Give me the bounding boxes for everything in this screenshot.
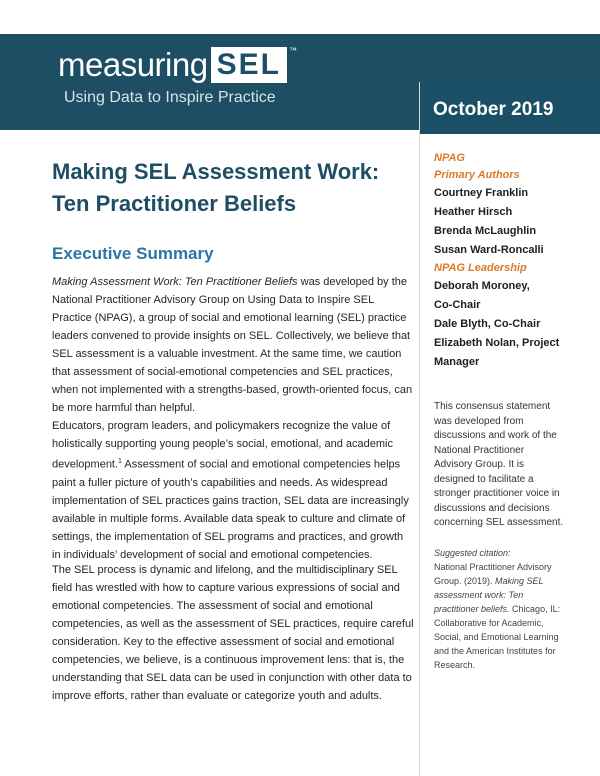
citation-line [434, 574, 594, 588]
authors-block [434, 150, 594, 260]
paragraph-text: was developed by the National Practitioner Advisory Group on Using Data to Inspire SEL Practice (NPAG), a group of social and emotional learning (SEL) practice leaders convened to provide insights on SEL. Collectively, we believe that SEL assessment is a valuable investment. At the same time, we caution that assessment of social-emotional competencies and SEL practices, when not implemented with a strengths-based, growth-oriented focus, can be more harmful than helpful. [52, 276, 413, 414]
measuring-sel-logo [58, 46, 297, 106]
paragraph-1 [52, 273, 414, 417]
paragraph-text: Assessment of social and emotional competencies helps paint a fuller picture of youth’s capabilities and needs. As widespread implementation of SEL practices gains traction, SEL data are increasingly available in multiple forms. Available data speak to culture and climate of settings, the implementation of SEL programs and practices, and growth in individuals’ development of social and emotional competencies. [52, 458, 409, 561]
citation-line: Collaborative for Academic, [434, 618, 544, 628]
leadership-line: Manager [434, 356, 480, 368]
paragraph-3: The SEL process is dynamic and lifelong, and the multidisciplinary SEL field has wrestled with how to capture various expressions of social and emotional competencies. The assessment of social and emotional competencies, as well as the assessment of SEL practices, require careful consideration. Key to the effective assessment of social and emotional competencies, we believe, is a continuous improvement lens: that is, the understanding that SEL data can be used in conjunction with other data to improve efforts, rather than evaluate or categorize youth and adults. [52, 564, 414, 702]
paragraph-2 [52, 417, 414, 564]
logo-sel-box: SEL [211, 47, 287, 83]
citation-title: Making SEL [495, 576, 544, 586]
citation-title: assessment work: Ten [434, 590, 524, 600]
section-heading: Executive Summary [52, 244, 214, 263]
consensus-line: Advisory Group. It is [434, 459, 525, 470]
document-title [52, 156, 379, 220]
consensus-line: stronger practitioner voice in [434, 488, 560, 499]
citation-title: practitioner beliefs. [434, 604, 510, 614]
consensus-line: concerning SEL assessment. [434, 517, 564, 528]
logo-tagline: Using Data to Inspire Practice [64, 89, 276, 106]
npag-leadership-label: NPAG Leadership [434, 262, 527, 274]
citation-line: National Practitioner Advisory [434, 562, 552, 572]
leadership-block [434, 260, 594, 372]
consensus-line: discussions and work of the [434, 430, 557, 441]
citation-label: Suggested citation: [434, 548, 511, 558]
footnote-ref[interactable]: 1 [118, 458, 122, 465]
date-box [420, 82, 600, 134]
leadership-line: Dale Blyth, Co-Chair [434, 318, 541, 330]
consensus-line: was developed from [434, 415, 524, 427]
author-name: Heather Hirsch [434, 206, 513, 218]
consensus-line: This consensus statement [434, 401, 551, 412]
citation-text: Chicago, IL: [509, 604, 561, 614]
report-title-italic: Making Assessment Work: Ten Practitioner Beliefs [52, 276, 298, 288]
publication-date: October 2019 [433, 99, 554, 120]
leadership-line: Deborah Moroney, [434, 280, 530, 292]
title-line: Ten Practitioner Beliefs [52, 191, 297, 216]
consensus-line: discussions and decisions [434, 502, 550, 514]
author-name: Brenda McLaughlin [434, 225, 537, 237]
title-line: Making SEL Assessment Work: [52, 159, 380, 184]
primary-authors-label: Primary Authors [434, 169, 520, 181]
citation-line: Research. [434, 660, 476, 670]
consensus-line: National Practitioner [434, 444, 525, 456]
citation-line: Social, and Emotional Learning [434, 632, 559, 642]
sidebar [419, 82, 600, 776]
npag-label: NPAG [434, 152, 465, 164]
author-name: Susan Ward-Roncalli [434, 244, 544, 256]
citation-line: and the American Institutes for [434, 646, 556, 656]
consensus-line: designed to facilitate a [434, 473, 534, 485]
paragraph-text: Educators, program leaders, and policymakers recognize the value of holistically supporting young people’s social, emotional, and academic development. [52, 420, 393, 471]
suggested-citation [434, 546, 594, 672]
leadership-line: Co-Chair [434, 299, 481, 311]
logo-trademark: ™ [288, 46, 297, 55]
citation-text: Group. (2019). [434, 576, 496, 586]
header-top-band [0, 0, 600, 34]
citation-line [434, 602, 594, 616]
consensus-statement [434, 400, 594, 531]
leadership-line: Elizabeth Nolan, Project [434, 337, 560, 349]
logo-word: measuring [58, 46, 208, 83]
author-name: Courtney Franklin [434, 187, 529, 199]
